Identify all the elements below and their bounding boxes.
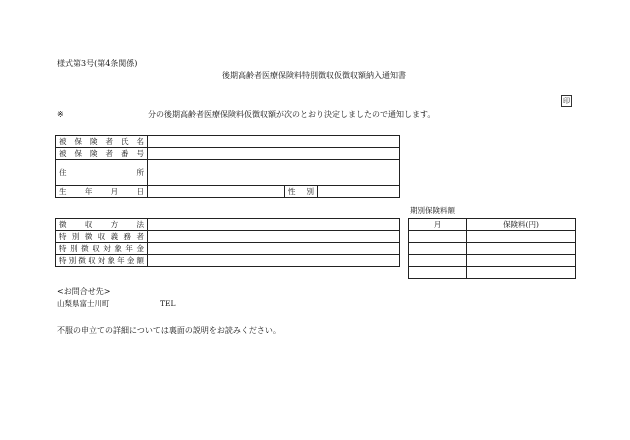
label-char: 被 (59, 148, 67, 158)
label-char: 氏 (121, 136, 129, 146)
insured-name-label (56, 136, 148, 148)
label-char: 特 (59, 243, 67, 253)
label-char: 義 (110, 231, 119, 241)
label-char: 日 (136, 186, 144, 196)
table-row (56, 136, 400, 148)
label-char: 号 (136, 148, 144, 158)
label-char: 額 (136, 255, 144, 265)
label-char: 収 (84, 219, 93, 229)
table-row (56, 148, 400, 160)
label-char: 象 (107, 255, 115, 265)
label-char: 番 (121, 148, 129, 158)
label-char: 険 (90, 136, 98, 146)
target-pension-amount-label (56, 255, 148, 267)
label-char: 対 (103, 243, 111, 253)
address-label (56, 160, 148, 186)
label-char: 徴 (78, 255, 86, 265)
note-mark: ※ (57, 110, 64, 119)
sex-value (318, 186, 400, 198)
label-char: 年 (125, 243, 133, 253)
sex-label-text (288, 188, 314, 196)
label-char: 象 (114, 243, 122, 253)
document-title: 後期高齢者医療保険料特別徴収仮徴収額納入通知書 (222, 71, 406, 80)
table-row (409, 267, 576, 279)
amount-header: 保険料(円) (467, 219, 576, 231)
period-table-caption: 期別保険料額 (410, 206, 455, 215)
contact-tel-label: TEL (160, 299, 176, 308)
label-char: 金 (126, 255, 135, 265)
target-pension-amount-label-text (59, 257, 144, 265)
period-amount (467, 231, 576, 243)
table-row (56, 231, 400, 243)
label-char: 年 (117, 255, 125, 265)
table-row (56, 186, 400, 198)
contact-office: 山梨県富士川町 (57, 299, 110, 308)
label-char: 別 (70, 243, 78, 253)
obligor-label-text (59, 233, 144, 241)
label-char: 特 (59, 255, 67, 265)
table-row (56, 160, 400, 186)
label-char: 月 (110, 186, 119, 196)
label-char: 被 (59, 136, 67, 146)
label-char: 収 (92, 243, 100, 253)
table-row (56, 243, 400, 255)
form-id: 様式第3号(第4条関係) (57, 59, 138, 68)
label-char: 者 (105, 136, 113, 146)
period-month (409, 231, 467, 243)
label-char: 徴 (81, 243, 89, 253)
birthdate-label-text (59, 188, 144, 196)
label-char: 保 (74, 136, 82, 146)
label-char: 所 (136, 167, 144, 177)
collection-table (55, 218, 400, 267)
label-char: 年 (84, 186, 93, 196)
label-char: 対 (97, 255, 106, 265)
seal-mark: 印 (563, 97, 570, 105)
period-amount (467, 255, 576, 267)
label-char: 性 (288, 186, 296, 196)
label-char: 者 (136, 231, 144, 241)
label-char: 徴 (84, 231, 93, 241)
label-char: 別 (68, 255, 77, 265)
period-month (409, 267, 467, 279)
label-char: 別 (306, 186, 314, 196)
obligor-value (148, 231, 400, 243)
label-char: 者 (105, 148, 113, 158)
insured-number-label (56, 148, 148, 160)
table-row (56, 219, 400, 231)
label-char: 収 (97, 231, 106, 241)
period-month (409, 243, 467, 255)
insured-name-value (148, 136, 400, 148)
table-row (409, 255, 576, 267)
birthdate-label (56, 186, 148, 198)
month-header: 月 (409, 219, 467, 231)
label-char: 方 (110, 219, 119, 229)
label-char: 住 (59, 167, 67, 177)
appeal-note: 不服の申立ての詳細については裏面の説明をお読みください。 (57, 326, 281, 335)
label-char: 保 (74, 148, 82, 158)
contact-heading: <お問合せ先> (57, 287, 111, 296)
target-pension-value (148, 243, 400, 255)
label-char: 法 (136, 219, 144, 229)
label-char: 務 (123, 231, 132, 241)
period-month (409, 255, 467, 267)
target-pension-label (56, 243, 148, 255)
insured-table (55, 135, 400, 198)
label-char: 別 (71, 231, 80, 241)
table-row (56, 255, 400, 267)
insured-number-label-text (59, 150, 144, 158)
table-row (409, 219, 576, 231)
label-char: 金 (136, 243, 144, 253)
target-pension-amount-value (148, 255, 400, 267)
method-label (56, 219, 148, 231)
insured-name-label-text (59, 138, 144, 146)
obligor-label (56, 231, 148, 243)
label-char: 名 (136, 136, 144, 146)
label-char: 険 (90, 148, 98, 158)
target-pension-label-text (59, 245, 144, 253)
table-row (409, 243, 576, 255)
insured-number-value (148, 148, 400, 160)
label-char: 徴 (59, 219, 67, 229)
notice-text: 分の後期高齢者医療保険料仮徴収額が次のとおり決定しましたので通知します。 (148, 110, 436, 119)
method-value (148, 219, 400, 231)
period-table (408, 218, 576, 279)
sex-label (285, 186, 318, 198)
label-char: 収 (88, 255, 96, 265)
label-char: 生 (59, 186, 67, 196)
birthdate-value (148, 186, 285, 198)
period-amount (467, 243, 576, 255)
label-char: 特 (59, 231, 67, 241)
table-row (409, 231, 576, 243)
method-label-text (59, 221, 144, 229)
address-value (148, 160, 400, 186)
address-label-text (59, 169, 144, 177)
period-amount (467, 267, 576, 279)
